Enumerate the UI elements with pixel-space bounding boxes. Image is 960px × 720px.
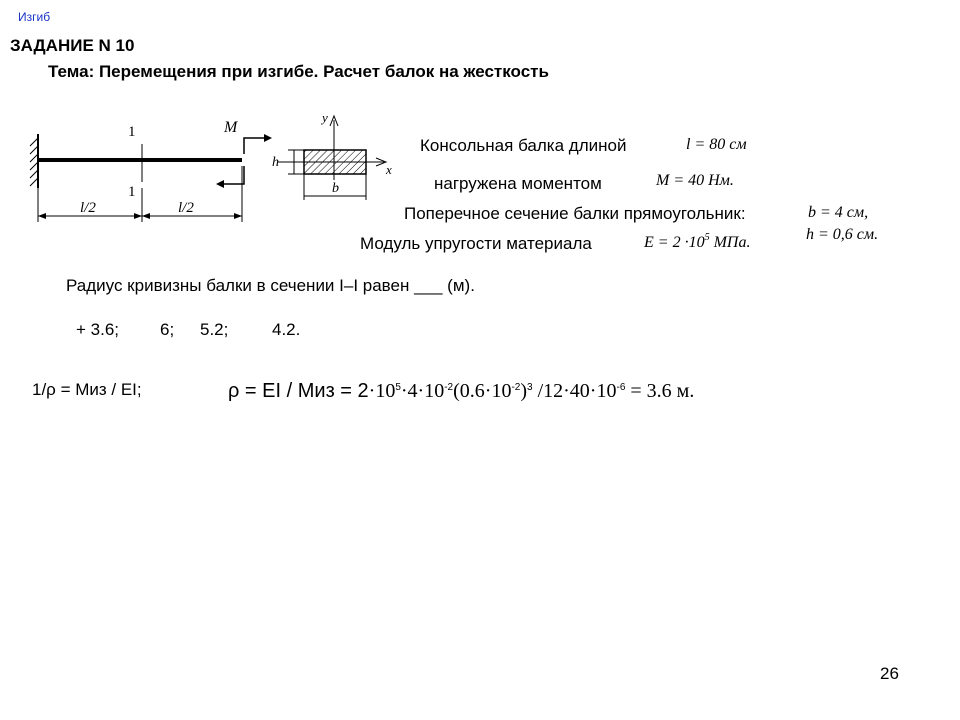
cross-section-diagram bbox=[258, 106, 408, 206]
wall-hatching bbox=[30, 138, 38, 186]
height-label: h bbox=[272, 155, 279, 170]
section-label-bottom: 1 bbox=[128, 184, 136, 200]
answer-option[interactable]: 4.2. bbox=[272, 320, 301, 339]
moment-arrow-bottom bbox=[224, 166, 244, 184]
condition-section-text: Поперечное сечение балки прямоугольник: bbox=[404, 204, 746, 223]
width-label: b bbox=[332, 181, 339, 196]
dim-label-right: l/2 bbox=[178, 200, 194, 216]
answer-option[interactable]: 5.2; bbox=[200, 320, 229, 339]
task-title: ЗАДАНИЕ N 10 bbox=[10, 36, 135, 55]
moment-label: M bbox=[224, 119, 238, 136]
page-number: 26 bbox=[880, 664, 899, 683]
solution-formula-curvature: 1/ρ = Миз / EI; bbox=[32, 380, 142, 399]
section-rectangle bbox=[304, 150, 366, 174]
condition-length-value: l = 80 см bbox=[686, 136, 747, 153]
condition-length-text: Консольная балка длиной bbox=[420, 136, 627, 155]
condition-moment-value: M = 40 Нм. bbox=[656, 172, 734, 189]
condition-section-width: b = 4 см, bbox=[808, 204, 869, 221]
condition-moment-text: нагружена моментом bbox=[434, 174, 602, 193]
dim-label-left: l/2 bbox=[80, 200, 96, 216]
section-label-top: 1 bbox=[128, 124, 136, 140]
y-axis-label: y bbox=[322, 110, 328, 125]
breadcrumb[interactable]: Изгиб bbox=[18, 10, 51, 24]
topic-heading: Тема: Перемещения при изгибе. Расчет балок на жесткость bbox=[48, 62, 549, 81]
answer-option[interactable]: + 3.6; bbox=[76, 320, 120, 339]
solution-formula-radius: ρ = EI / Миз = $2\cdot 10^5\cdot 4\cdot 10^{-2}(0.6\cdot 10^{-2})^3$ $/12\cdot 40\cdot 10^{-6} = 3.6$ м. bbox=[228, 380, 695, 402]
x-axis-label: x bbox=[386, 162, 392, 177]
question-text: Радиус кривизны балки в сечении I–I равен ___ (м). bbox=[66, 276, 475, 295]
condition-section-height: h = 0,6 см. bbox=[806, 226, 879, 243]
answer-option[interactable]: 6; bbox=[160, 320, 175, 339]
condition-modulus-value: $E = 2 \cdot 10^5$ МПа. bbox=[644, 232, 751, 251]
condition-modulus-text: Модуль упругости материала bbox=[360, 234, 592, 253]
